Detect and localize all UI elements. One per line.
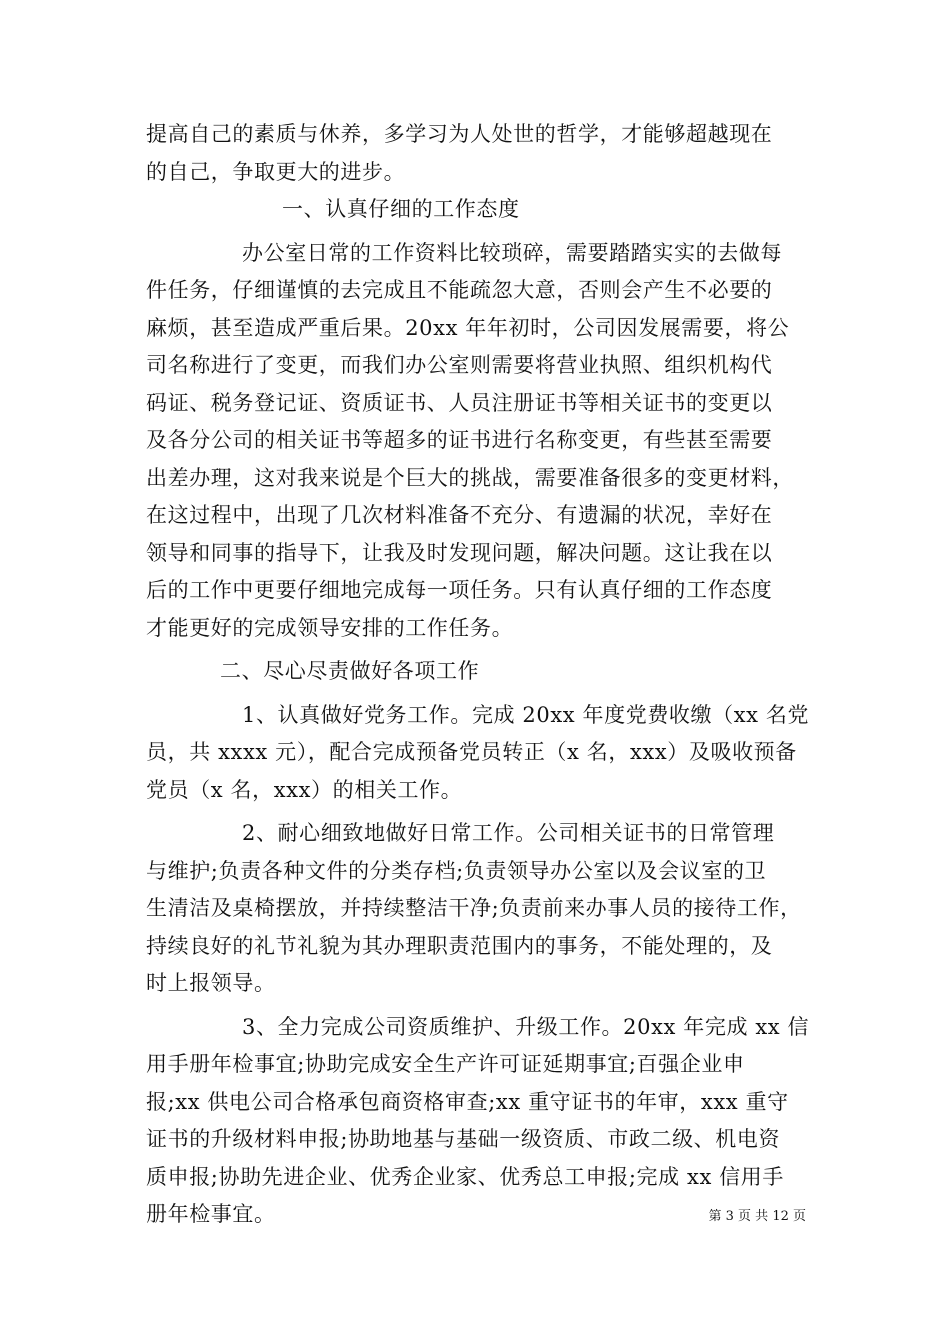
paragraph-attitude: [146, 235, 810, 648]
section-heading-2: [146, 653, 810, 691]
text-line: 2、耐心细致地做好日常工作。公司相关证书的日常管理: [242, 821, 775, 845]
text-line: 的自己，争取更大的进步。: [146, 159, 406, 184]
heading-text: 二、尽心尽责做好各项工作: [220, 659, 480, 683]
text-line: 册年检事宜。: [146, 1202, 276, 1226]
text-line: 及各分公司的相关证书等超多的证书进行名称变更，有些甚至需要: [146, 428, 773, 452]
text-line: 报;xx 供电公司合格承包商资格审查;xx 重守证书的年审，xxx 重守: [146, 1089, 789, 1114]
text-line: 质申报;协助先进企业、优秀企业家、优秀总工申报;完成 xx 信用手: [146, 1164, 784, 1189]
text-line: 时上报领导。: [146, 971, 276, 995]
page-number-footer: 第 3 页 共 12 页: [708, 1209, 806, 1224]
list-item-3: [146, 1009, 810, 1234]
text-line: 出差办理，这对我来说是个巨大的挑战，需要准备很多的变更材料，: [146, 465, 794, 490]
text-line: 党员（x 名，xxx）的相关工作。: [146, 777, 463, 802]
text-line: 领导和同事的指导下，让我及时发现问题，解决问题。这让我在以: [146, 540, 773, 565]
list-item-2: [146, 815, 810, 1003]
heading-text: 一、认真仔细的工作态度: [282, 197, 520, 221]
text-line: 3、全力完成公司资质维护、升级工作。20xx 年完成 xx 信: [242, 1014, 810, 1039]
text-line: 与维护;负责各种文件的分类存档;负责领导办公室以及会议室的卫: [146, 858, 767, 883]
text-line: 办公室日常的工作资料比较琐碎，需要踏踏实实的去做每: [242, 240, 782, 265]
text-line: 件任务，仔细谨慎的去完成且不能疏忽大意，否则会产生不必要的: [146, 278, 773, 302]
text-line: 司名称进行了变更，而我们办公室则需要将营业执照、组织机构代: [146, 353, 773, 377]
list-item-1: [146, 697, 810, 810]
text-line: 麻烦，甚至造成严重后果。20xx 年年初时，公司因发展需要，将公: [146, 315, 790, 340]
page-content: [146, 116, 810, 1234]
text-line: 在这过程中，出现了几次材料准备不充分、有遗漏的状况，幸好在: [146, 503, 773, 527]
paragraph-intro: [146, 116, 810, 191]
text-line: 1、认真做好党务工作。完成 20xx 年度党费收缴（xx 名党: [242, 702, 810, 727]
text-line: 员，共 xxxx 元），配合完成预备党员转正（x 名，xxx）及吸收预备: [146, 740, 797, 764]
text-line: 后的工作中更要仔细地完成每一项任务。只有认真仔细的工作态度: [146, 578, 773, 602]
text-line: 生清洁及桌椅摆放，并持续整洁干净;负责前来办事人员的接待工作，: [146, 896, 802, 920]
text-line: 用手册年检事宜;协助完成安全生产许可证延期事宜;百强企业申: [146, 1052, 745, 1076]
section-heading-1: [146, 191, 810, 229]
text-line: 提高自己的素质与休养，多学习为人处世的哲学，才能够超越现在: [146, 122, 773, 146]
text-line: 持续良好的礼节礼貌为其办理职责范围内的事务，不能处理的，及: [146, 933, 773, 958]
text-line: 才能更好的完成领导安排的工作任务。: [146, 615, 514, 640]
text-line: 证书的升级材料申报;协助地基与基础一级资质、市政二级、机电资: [146, 1127, 781, 1151]
text-line: 码证、税务登记证、资质证书、人员注册证书等相关证书的变更以: [146, 390, 773, 415]
